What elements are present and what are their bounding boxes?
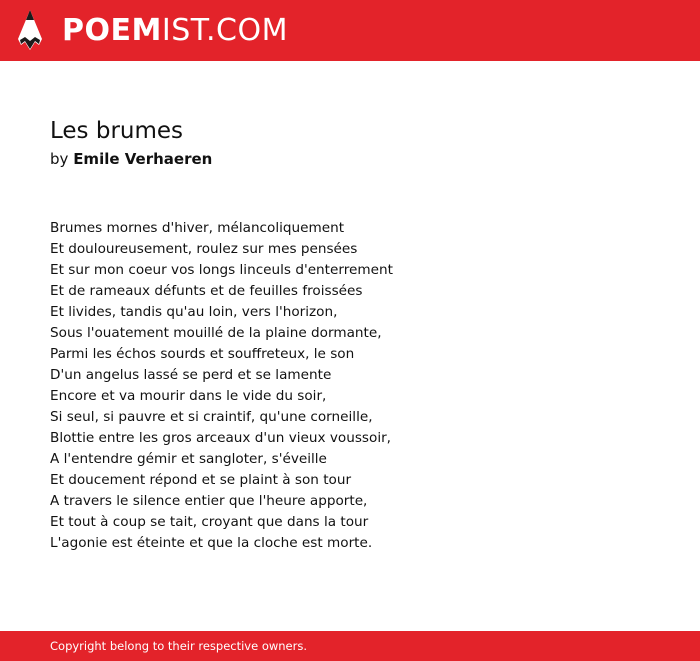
poem-line: Blottie entre les gros arceaux d'un vieux voussoir, <box>50 430 392 446</box>
poem-line: Brumes mornes d'hiver, mélancoliquement <box>50 220 345 236</box>
copyright-text: Copyright belong to their respective owners. <box>50 639 308 653</box>
poem-body <box>50 218 393 554</box>
logo-bold-part: POEM <box>62 13 162 48</box>
poem-line: A l'entendre gémir et sangloter, s'éveille <box>50 451 327 467</box>
poem-line: L'agonie est éteinte et que la cloche est morte. <box>50 535 373 551</box>
pencil-tip-icon[interactable] <box>17 9 43 52</box>
poem-line: Et livides, tandis qu'au loin, vers l'horizon, <box>50 304 338 320</box>
poem-line: Encore et va mourir dans le vide du soir, <box>50 388 327 404</box>
poem-line: Et doucement répond et se plaint à son tour <box>50 472 352 488</box>
site-footer <box>0 631 700 661</box>
poem-line: Parmi les échos sourds et souffreteux, le son <box>50 346 355 362</box>
byline <box>50 148 212 170</box>
author-name: Emile Verhaeren <box>73 150 213 168</box>
poem-line: Et tout à coup se tait, croyant que dans la tour <box>50 514 369 530</box>
poem-line: A travers le silence entier que l'heure apporte, <box>50 493 368 509</box>
poem-line: Et sur mon coeur vos longs linceuls d'enterrement <box>50 262 393 278</box>
poem-line: Et de rameaux défunts et de feuilles froissées <box>50 283 363 299</box>
poem-title: Les brumes <box>50 118 184 144</box>
by-label: by <box>50 150 69 168</box>
site-logo[interactable] <box>62 12 288 50</box>
poem-line: Et douloureusement, roulez sur mes pensées <box>50 241 358 257</box>
poem-line: D'un angelus lassé se perd et se lamente <box>50 367 332 383</box>
poem-line: Si seul, si pauvre et si craintif, qu'une corneille, <box>50 409 373 425</box>
site-header <box>0 0 700 61</box>
poem-line: Sous l'ouatement mouillé de la plaine dormante, <box>50 325 382 341</box>
logo-light-part: IST.COM <box>161 13 288 48</box>
